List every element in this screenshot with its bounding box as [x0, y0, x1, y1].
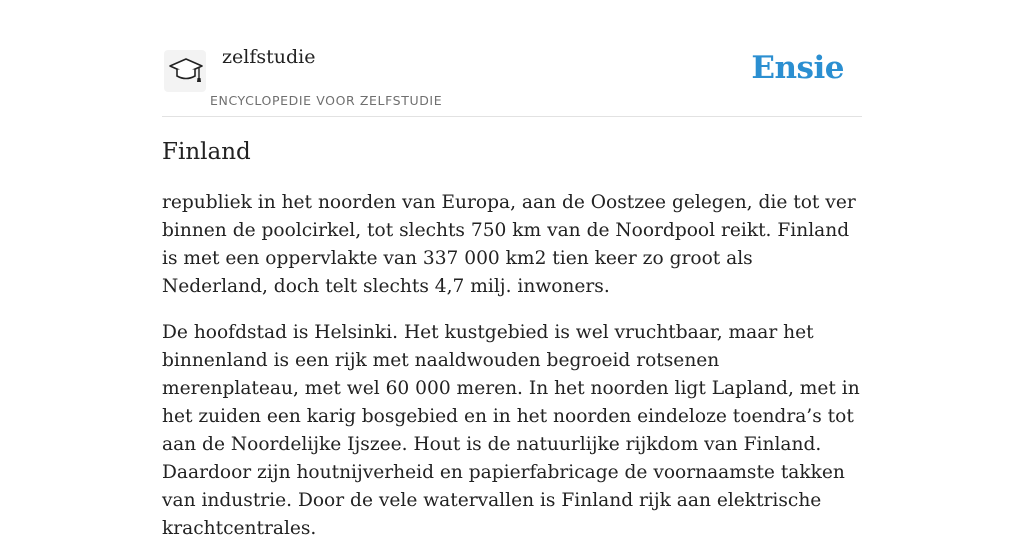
site-header	[162, 0, 862, 117]
ensie-logo-link[interactable]: Ensie	[751, 50, 844, 86]
article-paragraph-1: republiek in het noorden van Europa, aan de Oostzee gelegen, die tot ver binnen de poolcirkel, tot slechts 750 km van de Noordpool reikt. Finland is met een oppervlakte van 337 000 km2 tien keer zo groot als Nederland, doch telt slechts 4,7 milj. inwoners.	[162, 192, 856, 297]
site-tagline: ENCYCLOPEDIE VOOR ZELFSTUDIE	[210, 93, 443, 108]
graduation-cap-icon[interactable]	[164, 50, 206, 92]
article-paragraph-2: De hoofdstad is Helsinki. Het kustgebied is wel vruchtbaar, maar het binnenland is een rijk met naaldwouden begroeid rotsenen merenplateau, met wel 60 000 meren. In het noorden ligt Lapland, met in het zuiden een karig bosgebied en in het noorden eindeloze toendra’s tot aan de Noordelijke Ijszee. Hout is de natuurlijke rijkdom van Finland. Daardoor zijn houtnijverheid en papierfabricage de voornaamste takken van industrie. Door de vele watervallen is Finland rijk aan elektrische krachtcentrales.	[162, 322, 860, 539]
site-name-link[interactable]: zelfstudie	[222, 46, 316, 68]
page	[162, 0, 862, 543]
article-title: Finland	[162, 139, 251, 165]
